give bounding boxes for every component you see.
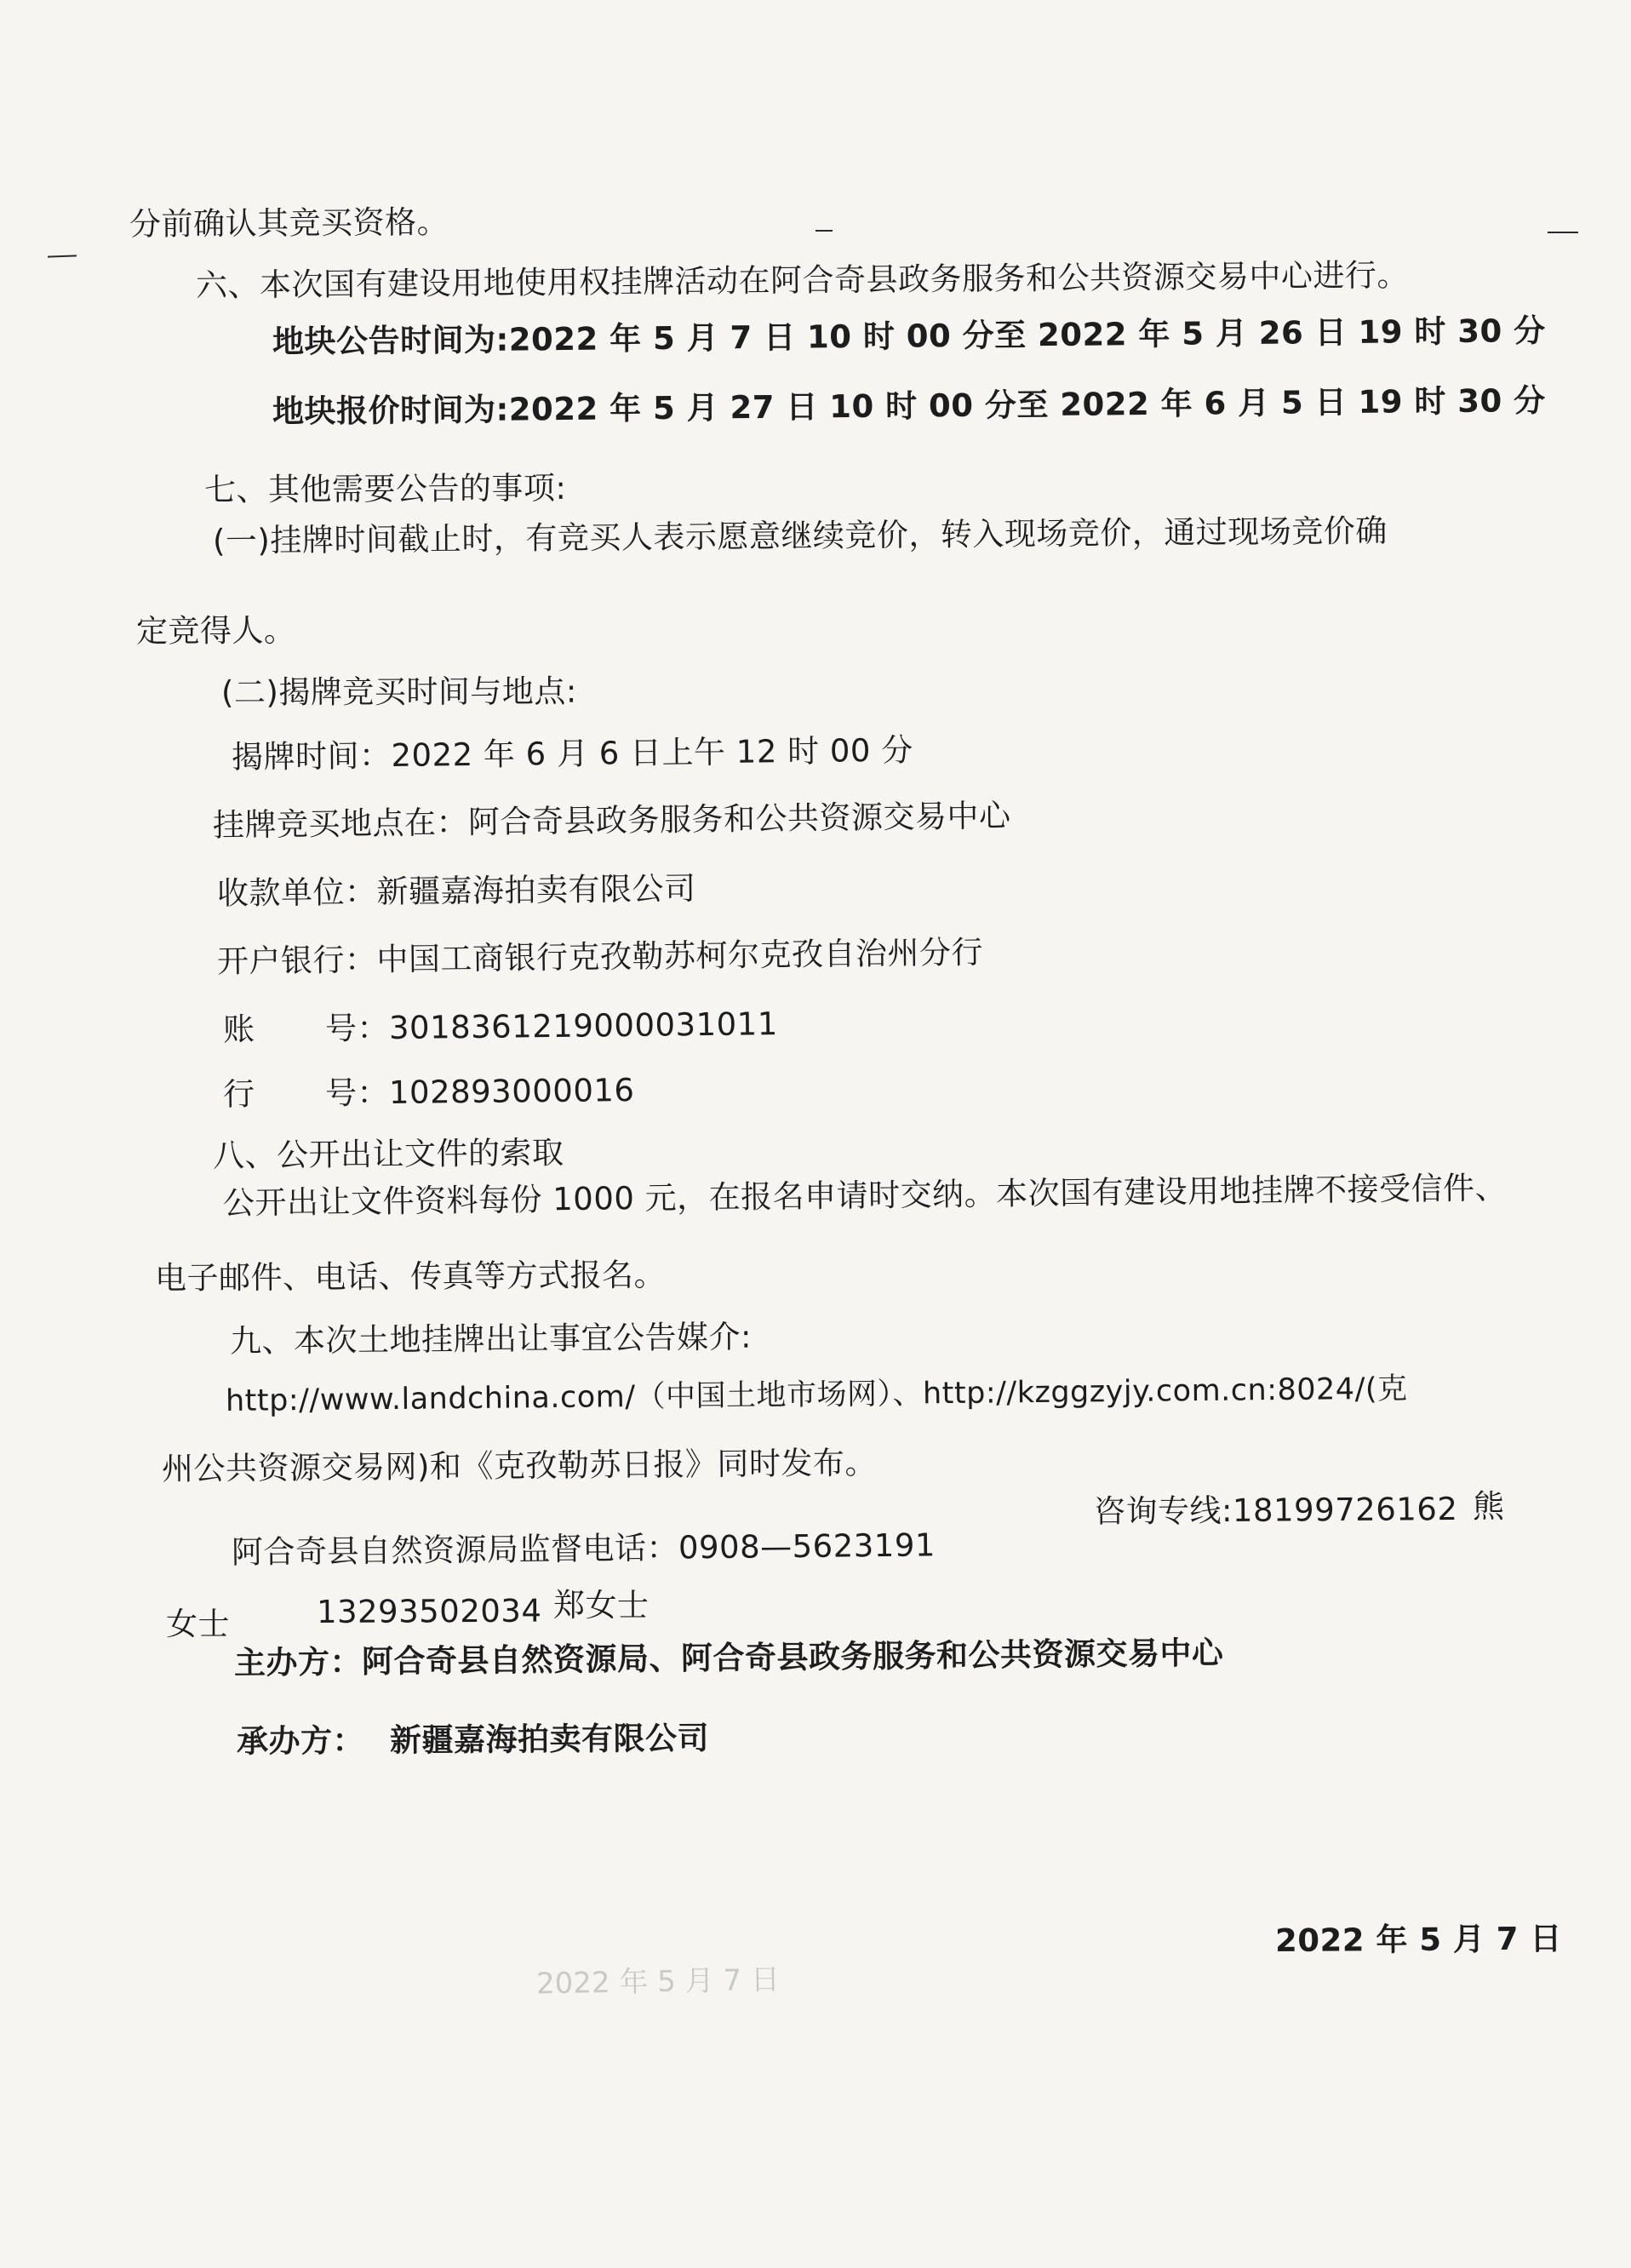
section-seven: 七、其他需要公告的事项: [203, 469, 567, 508]
section-six: 六、本次国有建设用地使用权挂牌活动在阿合奇县政务服务和公共资源交易中心进行。 [195, 256, 1410, 304]
scan-mark-mid [816, 230, 833, 232]
media-links-continued: 州公共资源交易网)和《克孜勒苏日报》同时发布。 [161, 1444, 878, 1487]
undertaker [237, 1718, 709, 1762]
bank-code-value: 102893000016 [388, 1071, 635, 1111]
item-two: (二)揭牌竞买时间与地点: [220, 673, 577, 711]
item-one-continued: 定竞得人。 [135, 612, 296, 650]
scan-mark-right [1548, 232, 1578, 233]
contact-surname: 熊 [1473, 1488, 1505, 1525]
announcement-period: 地块公告时间为:2022 年 5 月 7 日 10 时 00 分至 2022 年 5 月 26 日 19 时 30 分 [272, 312, 1546, 360]
account-label: 账 [222, 1011, 255, 1048]
bidding-period: 地块报价时间为:2022 年 5 月 27 日 10 时 00 分至 2022 年 6 月 5 日 19 时 30 分 [272, 381, 1546, 430]
bank-code-label: 行 [222, 1075, 255, 1113]
undertaker-label: 承办方： [236, 1721, 365, 1760]
bank: 开户银行：中国工商银行克孜勒苏柯尔克孜自治州分行 [216, 934, 984, 980]
payee: 收款单位：新疆嘉海拍卖有限公司 [216, 870, 696, 912]
bleed-through-date: 2022 年 5 月 7 日 [535, 1962, 781, 2002]
issue-date: 2022 年 5 月 7 日 [1274, 1920, 1563, 1959]
account-number [223, 1004, 778, 1051]
unveiling-time: 揭牌时间：2022 年 6 月 6 日上午 12 时 00 分 [231, 731, 913, 776]
organizer: 主办方：阿合奇县自然资源局、阿合奇县政务服务和公共资源交易中心 [233, 1634, 1224, 1681]
bank-code-label-suffix: 号： [324, 1074, 390, 1112]
document-fee-continued: 电子邮件、电话、传真等方式报名。 [154, 1256, 667, 1297]
document-fee: 公开出让文件资料每份 1000 元，在报名申请时交纳。本次国有建设用地挂牌不接受信件、 [222, 1169, 1508, 1222]
account-label-suffix: 号： [324, 1009, 390, 1047]
contact-name-2: 郑女士 [553, 1587, 650, 1624]
contact-title: 女士 [166, 1606, 230, 1642]
undertaker-value: 新疆嘉海拍卖有限公司 [389, 1720, 710, 1759]
section-nine: 九、本次土地挂牌出让事宜公告媒介: [229, 1318, 753, 1360]
text-line-continuation: 分前确认其竞买资格。 [129, 203, 449, 243]
supervision-phone: 阿合奇县自然资源局监督电话：0908—5623191 [231, 1526, 936, 1571]
bidding-location: 挂牌竞买地点在：阿合奇县政务服务和公共资源交易中心 [212, 797, 1011, 844]
media-links: http://www.landchina.com/（中国土地市场网）、http://kzggzyjy.com.cn:8024/(克 [225, 1372, 1408, 1418]
bank-code [223, 1070, 635, 1115]
account-value: 3018361219000031011 [388, 1005, 778, 1046]
item-one: (一)挂牌时间截止时，有竞买人表示愿意继续竞价，转入现场竞价，通过现场竞价确 [212, 512, 1388, 559]
scan-mark-left [48, 255, 77, 257]
consult-hotline: 咨询专线:18199726162 [1093, 1491, 1458, 1530]
section-eight: 八、公开出让文件的索取 [212, 1134, 564, 1174]
contact-phone-2: 13293502034 [316, 1592, 542, 1630]
